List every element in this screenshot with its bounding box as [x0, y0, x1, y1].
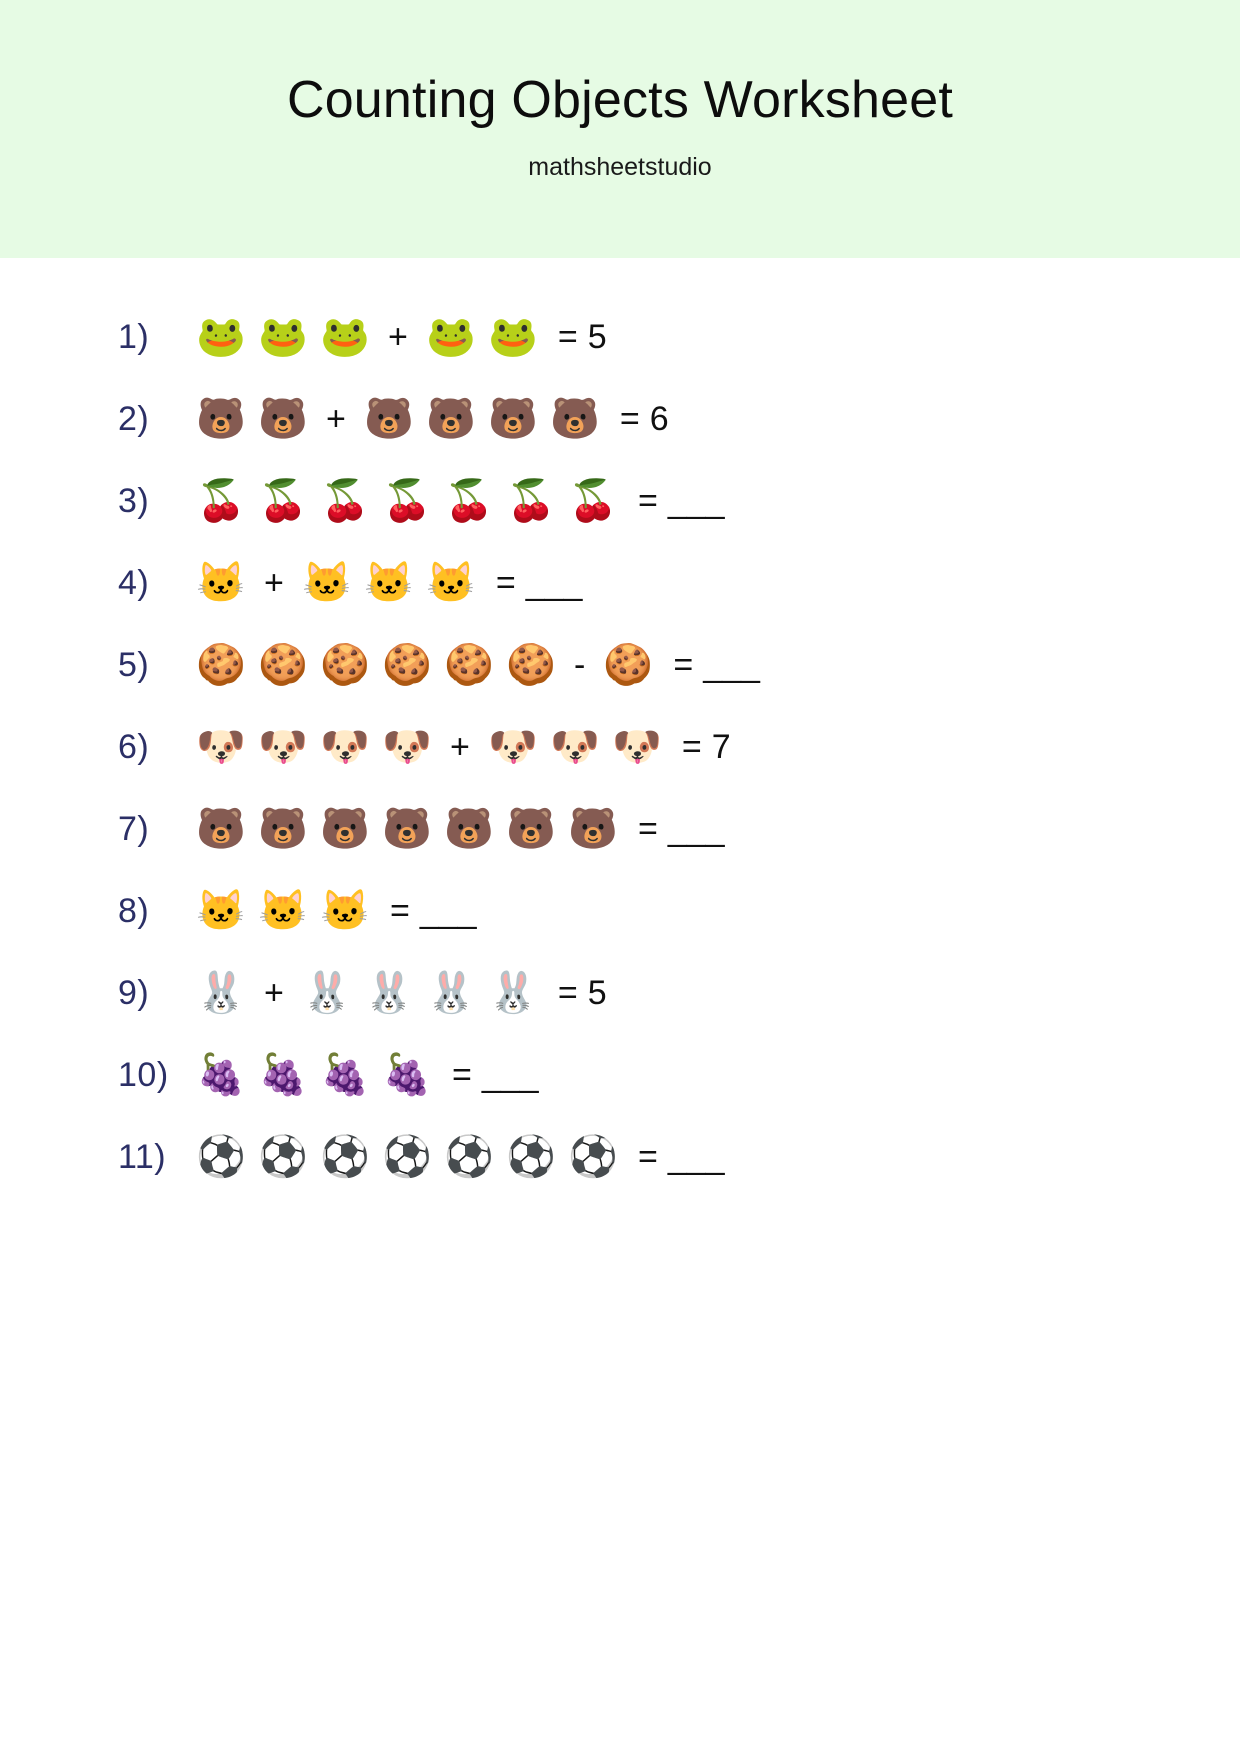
cat-face-icon: 🐱: [363, 561, 414, 605]
problem-expression: [190, 1055, 539, 1095]
grapes-icon: 🍇: [382, 1053, 432, 1097]
problem-row: [118, 296, 1180, 378]
problem-number: 9): [118, 973, 150, 1012]
cat-face-icon: 🐱: [320, 889, 370, 933]
frog-face-icon: 🐸: [425, 315, 476, 359]
answer-value: 6: [649, 399, 670, 438]
answer-value: 7: [711, 727, 732, 766]
answer-blank[interactable]: ___: [667, 809, 725, 848]
rabbit-face-icon: 🐰: [425, 971, 476, 1015]
bear-face-icon: 🐻: [487, 397, 538, 441]
problem-expression: [190, 727, 732, 767]
soccer-ball-icon: ⚽: [196, 1135, 246, 1179]
bear-face-icon: 🐻: [258, 397, 308, 441]
problem-expression: [190, 891, 477, 931]
problem-number: 1): [118, 317, 150, 356]
problem-number: 4): [118, 563, 150, 602]
problem-row: [118, 706, 1180, 788]
problem-number: 3): [118, 481, 150, 520]
soccer-ball-icon: ⚽: [568, 1135, 618, 1179]
rabbit-face-icon: 🐰: [487, 971, 538, 1015]
rabbit-face-icon: 🐰: [363, 971, 414, 1015]
cherries-icon: 🍒: [382, 479, 432, 523]
bear-face-icon: 🐻: [382, 807, 432, 851]
cherries-icon: 🍒: [196, 479, 246, 523]
cat-face-icon: 🐱: [196, 889, 246, 933]
cookie-icon: 🍪: [320, 643, 370, 687]
operator-symbol: +: [450, 728, 470, 766]
problem-number: 7): [118, 809, 150, 848]
page-title: Counting Objects Worksheet: [286, 71, 954, 129]
dog-face-icon: 🐶: [258, 725, 308, 769]
dog-face-icon: 🐶: [196, 725, 246, 769]
problem-row: [118, 378, 1180, 460]
bear-face-icon: 🐻: [549, 397, 600, 441]
equals-sign: =: [390, 891, 410, 930]
equals-sign: =: [638, 809, 658, 848]
problem-number: 2): [118, 399, 150, 438]
bear-face-icon: 🐻: [258, 807, 308, 851]
problem-expression: [190, 317, 608, 357]
equals-sign: =: [452, 1055, 472, 1094]
cherries-icon: 🍒: [320, 479, 370, 523]
cat-face-icon: 🐱: [425, 561, 476, 605]
cat-face-icon: 🐱: [301, 561, 352, 605]
equals-sign: =: [673, 645, 694, 684]
soccer-ball-icon: ⚽: [444, 1135, 494, 1179]
answer-value: 5: [587, 973, 608, 1012]
cat-face-icon: 🐱: [196, 561, 246, 605]
rabbit-face-icon: 🐰: [196, 971, 246, 1015]
cherries-icon: 🍒: [444, 479, 494, 523]
frog-face-icon: 🐸: [258, 315, 308, 359]
answer-blank[interactable]: ___: [525, 563, 583, 602]
problem-number: 10): [118, 1055, 169, 1094]
bear-face-icon: 🐻: [363, 397, 414, 441]
operator-symbol: +: [264, 974, 284, 1012]
frog-face-icon: 🐸: [487, 315, 538, 359]
grapes-icon: 🍇: [258, 1053, 308, 1097]
problem-row: [118, 870, 1180, 952]
equals-sign: =: [681, 727, 702, 766]
soccer-ball-icon: ⚽: [320, 1135, 370, 1179]
answer-blank[interactable]: ___: [667, 481, 725, 520]
answer-blank[interactable]: ___: [419, 891, 477, 930]
problem-row: [118, 542, 1180, 624]
problem-number: 8): [118, 891, 150, 930]
problem-expression: [190, 399, 670, 439]
equals-sign: =: [638, 1137, 658, 1176]
problem-expression: [190, 563, 582, 603]
answer-value: 5: [587, 317, 608, 356]
cookie-icon: 🍪: [382, 643, 432, 687]
cherries-icon: 🍒: [506, 479, 556, 523]
bear-face-icon: 🐻: [425, 397, 476, 441]
frog-face-icon: 🐸: [196, 315, 246, 359]
problem-row: [118, 952, 1180, 1034]
answer-blank[interactable]: ___: [703, 645, 760, 684]
cookie-icon: 🍪: [506, 643, 556, 687]
problem-number: 5): [118, 645, 150, 684]
page-subtitle: mathsheetstudio: [528, 153, 712, 182]
equals-sign: =: [557, 317, 578, 356]
problem-row: [118, 1034, 1180, 1116]
problem-expression: [190, 973, 608, 1013]
problem-row: [118, 788, 1180, 870]
problem-list: [0, 296, 1240, 1198]
cookie-icon: 🍪: [196, 643, 246, 687]
cherries-icon: 🍒: [568, 479, 618, 523]
problem-expression: [190, 809, 725, 849]
problem-row: [118, 624, 1180, 706]
bear-face-icon: 🐻: [506, 807, 556, 851]
dog-face-icon: 🐶: [320, 725, 370, 769]
soccer-ball-icon: ⚽: [506, 1135, 556, 1179]
answer-blank[interactable]: ___: [481, 1055, 539, 1094]
problem-row: [118, 1116, 1180, 1198]
problem-expression: [190, 481, 725, 521]
cat-face-icon: 🐱: [258, 889, 308, 933]
bear-face-icon: 🐻: [320, 807, 370, 851]
equals-sign: =: [557, 973, 578, 1012]
bear-face-icon: 🐻: [196, 807, 246, 851]
answer-blank[interactable]: ___: [667, 1137, 725, 1176]
dog-face-icon: 🐶: [611, 725, 662, 769]
cookie-icon: 🍪: [258, 643, 308, 687]
cookie-icon: 🍪: [444, 643, 494, 687]
soccer-ball-icon: ⚽: [382, 1135, 432, 1179]
bear-face-icon: 🐻: [568, 807, 618, 851]
operator-symbol: +: [388, 318, 408, 356]
frog-face-icon: 🐸: [320, 315, 370, 359]
worksheet-header: [0, 0, 1240, 258]
problem-number: 6): [118, 727, 150, 766]
dog-face-icon: 🐶: [549, 725, 600, 769]
bear-face-icon: 🐻: [196, 397, 246, 441]
operator-symbol: +: [264, 564, 284, 602]
problem-row: [118, 460, 1180, 542]
soccer-ball-icon: ⚽: [258, 1135, 308, 1179]
rabbit-face-icon: 🐰: [301, 971, 352, 1015]
dog-face-icon: 🐶: [382, 725, 432, 769]
problem-expression: [190, 1137, 725, 1177]
dog-face-icon: 🐶: [487, 725, 538, 769]
bear-face-icon: 🐻: [444, 807, 494, 851]
grapes-icon: 🍇: [320, 1053, 370, 1097]
operator-symbol: -: [574, 646, 586, 684]
problem-expression: [190, 645, 760, 685]
problem-number: 11): [118, 1137, 167, 1176]
cookie-icon: 🍪: [603, 643, 654, 687]
equals-sign: =: [638, 481, 658, 520]
cherries-icon: 🍒: [258, 479, 308, 523]
operator-symbol: +: [326, 400, 346, 438]
equals-sign: =: [495, 563, 516, 602]
grapes-icon: 🍇: [196, 1053, 246, 1097]
equals-sign: =: [619, 399, 640, 438]
